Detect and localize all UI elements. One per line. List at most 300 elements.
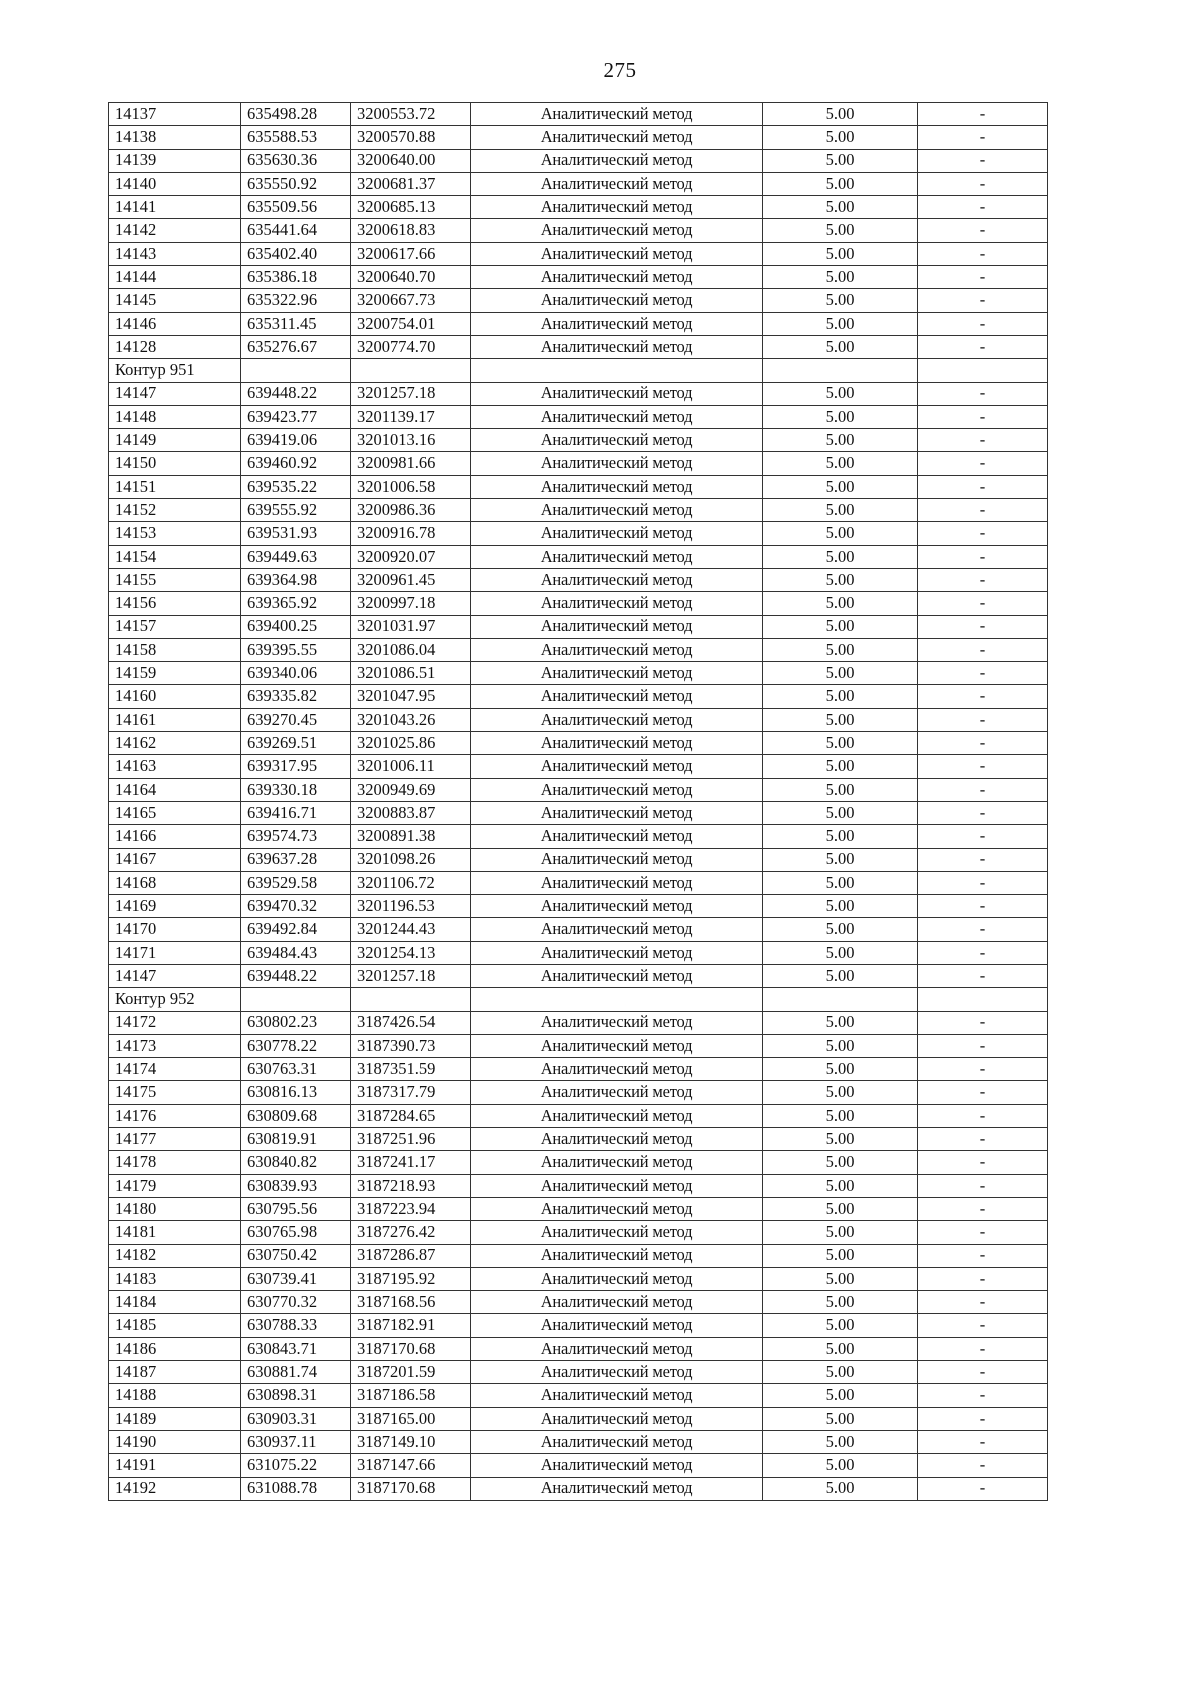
contour-header-row — [109, 359, 1048, 382]
table-row — [109, 522, 1048, 545]
error-cell: 5.00 — [763, 1081, 918, 1104]
method-cell: Аналитический метод — [471, 1011, 763, 1034]
note-cell: - — [918, 1104, 1048, 1127]
error-cell: 5.00 — [763, 1337, 918, 1360]
method-cell: Аналитический метод — [471, 1151, 763, 1174]
x-coordinate-cell: 639574.73 — [241, 825, 351, 848]
error-cell: 5.00 — [763, 1104, 918, 1127]
point-id-cell: 14184 — [109, 1291, 241, 1314]
y-coordinate-cell: 3187165.00 — [351, 1407, 471, 1430]
table-row — [109, 1197, 1048, 1220]
point-id-cell: 14138 — [109, 126, 241, 149]
y-coordinate-cell: 3187201.59 — [351, 1361, 471, 1384]
x-coordinate-cell: 639449.63 — [241, 545, 351, 568]
method-cell: Аналитический метод — [471, 615, 763, 638]
x-coordinate-cell: 635311.45 — [241, 312, 351, 335]
y-coordinate-cell: 3187223.94 — [351, 1197, 471, 1220]
error-cell: 5.00 — [763, 149, 918, 172]
note-cell: - — [918, 405, 1048, 428]
point-id-cell: 14128 — [109, 335, 241, 358]
method-cell: Аналитический метод — [471, 568, 763, 591]
point-id-cell: 14152 — [109, 499, 241, 522]
note-cell: - — [918, 1454, 1048, 1477]
error-cell: 5.00 — [763, 545, 918, 568]
error-cell: 5.00 — [763, 475, 918, 498]
point-id-cell: 14156 — [109, 592, 241, 615]
error-cell: 5.00 — [763, 1267, 918, 1290]
table-row — [109, 382, 1048, 405]
note-cell: - — [918, 662, 1048, 685]
method-cell: Аналитический метод — [471, 1291, 763, 1314]
note-cell: - — [918, 242, 1048, 265]
note-cell: - — [918, 499, 1048, 522]
table-row — [109, 871, 1048, 894]
note-cell: - — [918, 964, 1048, 987]
error-cell: 5.00 — [763, 405, 918, 428]
method-cell: Аналитический метод — [471, 1384, 763, 1407]
x-coordinate-cell: 639340.06 — [241, 662, 351, 685]
point-id-cell: 14190 — [109, 1430, 241, 1453]
table-row — [109, 499, 1048, 522]
y-coordinate-cell: 3200774.70 — [351, 335, 471, 358]
method-cell: Аналитический метод — [471, 1407, 763, 1430]
y-coordinate-cell: 3187218.93 — [351, 1174, 471, 1197]
y-coordinate-cell: 3200981.66 — [351, 452, 471, 475]
table-row — [109, 778, 1048, 801]
note-cell: - — [918, 918, 1048, 941]
point-id-cell: 14185 — [109, 1314, 241, 1337]
x-coordinate-cell: 631075.22 — [241, 1454, 351, 1477]
table-row — [109, 1430, 1048, 1453]
y-coordinate-cell: 3187149.10 — [351, 1430, 471, 1453]
x-coordinate-cell: 639416.71 — [241, 801, 351, 824]
method-cell — [471, 988, 763, 1011]
x-coordinate-cell — [241, 359, 351, 382]
x-coordinate-cell: 635509.56 — [241, 196, 351, 219]
y-coordinate-cell: 3201257.18 — [351, 382, 471, 405]
x-coordinate-cell: 630840.82 — [241, 1151, 351, 1174]
x-coordinate-cell: 639535.22 — [241, 475, 351, 498]
note-cell: - — [918, 382, 1048, 405]
method-cell: Аналитический метод — [471, 312, 763, 335]
table-row — [109, 289, 1048, 312]
table-row — [109, 1034, 1048, 1057]
table-row — [109, 568, 1048, 591]
y-coordinate-cell: 3187170.68 — [351, 1337, 471, 1360]
x-coordinate-cell: 630809.68 — [241, 1104, 351, 1127]
method-cell: Аналитический метод — [471, 1430, 763, 1453]
error-cell: 5.00 — [763, 1407, 918, 1430]
table-row — [109, 1291, 1048, 1314]
y-coordinate-cell: 3200667.73 — [351, 289, 471, 312]
y-coordinate-cell: 3187390.73 — [351, 1034, 471, 1057]
error-cell: 5.00 — [763, 452, 918, 475]
note-cell: - — [918, 1128, 1048, 1151]
table-row — [109, 592, 1048, 615]
x-coordinate-cell: 639448.22 — [241, 382, 351, 405]
note-cell: - — [918, 1407, 1048, 1430]
note-cell: - — [918, 1267, 1048, 1290]
x-coordinate-cell: 635550.92 — [241, 172, 351, 195]
error-cell: 5.00 — [763, 289, 918, 312]
error-cell: 5.00 — [763, 1058, 918, 1081]
error-cell: 5.00 — [763, 242, 918, 265]
table-row — [109, 708, 1048, 731]
y-coordinate-cell: 3187426.54 — [351, 1011, 471, 1034]
y-coordinate-cell: 3200570.88 — [351, 126, 471, 149]
y-coordinate-cell: 3201244.43 — [351, 918, 471, 941]
table-row — [109, 103, 1048, 126]
point-id-cell: 14166 — [109, 825, 241, 848]
point-id-cell: 14145 — [109, 289, 241, 312]
note-cell: - — [918, 732, 1048, 755]
x-coordinate-cell: 630819.91 — [241, 1128, 351, 1151]
y-coordinate-cell: 3200754.01 — [351, 312, 471, 335]
x-coordinate-cell: 639400.25 — [241, 615, 351, 638]
x-coordinate-cell: 630750.42 — [241, 1244, 351, 1267]
y-coordinate-cell: 3200891.38 — [351, 825, 471, 848]
method-cell: Аналитический метод — [471, 1104, 763, 1127]
method-cell: Аналитический метод — [471, 382, 763, 405]
method-cell: Аналитический метод — [471, 732, 763, 755]
method-cell: Аналитический метод — [471, 662, 763, 685]
note-cell: - — [918, 895, 1048, 918]
note-cell: - — [918, 1430, 1048, 1453]
method-cell: Аналитический метод — [471, 475, 763, 498]
point-id-cell: 14150 — [109, 452, 241, 475]
note-cell: - — [918, 126, 1048, 149]
table-row — [109, 452, 1048, 475]
table-row — [109, 1174, 1048, 1197]
y-coordinate-cell: 3201025.86 — [351, 732, 471, 755]
method-cell: Аналитический метод — [471, 1128, 763, 1151]
x-coordinate-cell: 639484.43 — [241, 941, 351, 964]
method-cell: Аналитический метод — [471, 1314, 763, 1337]
point-id-cell: 14181 — [109, 1221, 241, 1244]
error-cell: 5.00 — [763, 1034, 918, 1057]
method-cell: Аналитический метод — [471, 545, 763, 568]
point-id-cell: 14140 — [109, 172, 241, 195]
method-cell: Аналитический метод — [471, 219, 763, 242]
x-coordinate-cell: 630795.56 — [241, 1197, 351, 1220]
error-cell: 5.00 — [763, 1454, 918, 1477]
table-row — [109, 1128, 1048, 1151]
error-cell: 5.00 — [763, 1244, 918, 1267]
error-cell: 5.00 — [763, 1197, 918, 1220]
x-coordinate-cell: 639555.92 — [241, 499, 351, 522]
error-cell: 5.00 — [763, 219, 918, 242]
note-cell: - — [918, 1197, 1048, 1220]
method-cell — [471, 359, 763, 382]
error-cell: 5.00 — [763, 312, 918, 335]
method-cell: Аналитический метод — [471, 242, 763, 265]
point-id-cell: 14149 — [109, 429, 241, 452]
y-coordinate-cell: 3200685.13 — [351, 196, 471, 219]
note-cell: - — [918, 1174, 1048, 1197]
y-coordinate-cell: 3200640.00 — [351, 149, 471, 172]
error-cell: 5.00 — [763, 382, 918, 405]
x-coordinate-cell: 630763.31 — [241, 1058, 351, 1081]
note-cell: - — [918, 1384, 1048, 1407]
point-id-cell: 14172 — [109, 1011, 241, 1034]
y-coordinate-cell: 3200681.37 — [351, 172, 471, 195]
y-coordinate-cell: 3200916.78 — [351, 522, 471, 545]
x-coordinate-cell: 635322.96 — [241, 289, 351, 312]
y-coordinate-cell: 3187251.96 — [351, 1128, 471, 1151]
error-cell: 5.00 — [763, 172, 918, 195]
note-cell: - — [918, 615, 1048, 638]
point-id-cell: 14170 — [109, 918, 241, 941]
table-row — [109, 1384, 1048, 1407]
error-cell: 5.00 — [763, 848, 918, 871]
point-id-cell: 14137 — [109, 103, 241, 126]
note-cell: - — [918, 312, 1048, 335]
x-coordinate-cell: 639269.51 — [241, 732, 351, 755]
note-cell: - — [918, 545, 1048, 568]
y-coordinate-cell: 3201043.26 — [351, 708, 471, 731]
table-row — [109, 1267, 1048, 1290]
y-coordinate-cell: 3200640.70 — [351, 266, 471, 289]
point-id-cell: 14165 — [109, 801, 241, 824]
table-row — [109, 895, 1048, 918]
method-cell: Аналитический метод — [471, 825, 763, 848]
method-cell: Аналитический метод — [471, 708, 763, 731]
error-cell: 5.00 — [763, 103, 918, 126]
method-cell: Аналитический метод — [471, 1197, 763, 1220]
x-coordinate-cell: 639637.28 — [241, 848, 351, 871]
method-cell: Аналитический метод — [471, 1081, 763, 1104]
method-cell: Аналитический метод — [471, 918, 763, 941]
error-cell: 5.00 — [763, 1221, 918, 1244]
note-cell: - — [918, 266, 1048, 289]
note-cell: - — [918, 941, 1048, 964]
method-cell: Аналитический метод — [471, 778, 763, 801]
note-cell: - — [918, 335, 1048, 358]
table-row — [109, 1104, 1048, 1127]
table-row — [109, 149, 1048, 172]
point-id-cell: 14158 — [109, 638, 241, 661]
method-cell: Аналитический метод — [471, 755, 763, 778]
y-coordinate-cell: 3200986.36 — [351, 499, 471, 522]
method-cell: Аналитический метод — [471, 801, 763, 824]
method-cell: Аналитический метод — [471, 335, 763, 358]
table-row — [109, 801, 1048, 824]
y-coordinate-cell: 3187195.92 — [351, 1267, 471, 1290]
x-coordinate-cell: 630770.32 — [241, 1291, 351, 1314]
x-coordinate-cell: 639330.18 — [241, 778, 351, 801]
table-row — [109, 1081, 1048, 1104]
point-id-cell: 14183 — [109, 1267, 241, 1290]
x-coordinate-cell: 635630.36 — [241, 149, 351, 172]
error-cell: 5.00 — [763, 685, 918, 708]
point-id-cell: 14189 — [109, 1407, 241, 1430]
y-coordinate-cell: 3200920.07 — [351, 545, 471, 568]
x-coordinate-cell: 635498.28 — [241, 103, 351, 126]
x-coordinate-cell: 639365.92 — [241, 592, 351, 615]
table-row — [109, 172, 1048, 195]
point-id-cell: 14142 — [109, 219, 241, 242]
error-cell: 5.00 — [763, 1011, 918, 1034]
note-cell: - — [918, 848, 1048, 871]
table-row — [109, 126, 1048, 149]
error-cell: 5.00 — [763, 871, 918, 894]
table-row — [109, 918, 1048, 941]
point-id-cell: 14179 — [109, 1174, 241, 1197]
x-coordinate-cell: 639270.45 — [241, 708, 351, 731]
y-coordinate-cell: 3187241.17 — [351, 1151, 471, 1174]
method-cell: Аналитический метод — [471, 103, 763, 126]
x-coordinate-cell: 630778.22 — [241, 1034, 351, 1057]
x-coordinate-cell: 630802.23 — [241, 1011, 351, 1034]
table-row — [109, 1337, 1048, 1360]
note-cell: - — [918, 289, 1048, 312]
note-cell: - — [918, 871, 1048, 894]
error-cell: 5.00 — [763, 755, 918, 778]
error-cell: 5.00 — [763, 1151, 918, 1174]
x-coordinate-cell: 630903.31 — [241, 1407, 351, 1430]
y-coordinate-cell: 3187147.66 — [351, 1454, 471, 1477]
method-cell: Аналитический метод — [471, 638, 763, 661]
error-cell: 5.00 — [763, 825, 918, 848]
method-cell: Аналитический метод — [471, 499, 763, 522]
y-coordinate-cell: 3200949.69 — [351, 778, 471, 801]
error-cell — [763, 988, 918, 1011]
x-coordinate-cell: 639419.06 — [241, 429, 351, 452]
x-coordinate-cell: 639529.58 — [241, 871, 351, 894]
method-cell: Аналитический метод — [471, 1477, 763, 1500]
error-cell: 5.00 — [763, 732, 918, 755]
y-coordinate-cell — [351, 359, 471, 382]
y-coordinate-cell: 3200883.87 — [351, 801, 471, 824]
x-coordinate-cell: 630839.93 — [241, 1174, 351, 1197]
table-row — [109, 1361, 1048, 1384]
note-cell: - — [918, 1361, 1048, 1384]
note-cell: - — [918, 1081, 1048, 1104]
point-id-cell: 14192 — [109, 1477, 241, 1500]
point-id-cell: 14171 — [109, 941, 241, 964]
coordinates-table-body — [109, 103, 1048, 1501]
note-cell — [918, 359, 1048, 382]
point-id-cell: 14168 — [109, 871, 241, 894]
note-cell: - — [918, 708, 1048, 731]
x-coordinate-cell: 630816.13 — [241, 1081, 351, 1104]
y-coordinate-cell: 3201031.97 — [351, 615, 471, 638]
note-cell: - — [918, 429, 1048, 452]
table-row — [109, 219, 1048, 242]
note-cell: - — [918, 1151, 1048, 1174]
y-coordinate-cell: 3200997.18 — [351, 592, 471, 615]
point-id-cell: 14139 — [109, 149, 241, 172]
y-coordinate-cell: 3200617.66 — [351, 242, 471, 265]
table-row — [109, 429, 1048, 452]
note-cell: - — [918, 1477, 1048, 1500]
point-id-cell: 14143 — [109, 242, 241, 265]
point-id-cell: 14151 — [109, 475, 241, 498]
method-cell: Аналитический метод — [471, 848, 763, 871]
table-row — [109, 964, 1048, 987]
point-id-cell: 14160 — [109, 685, 241, 708]
point-id-cell: 14177 — [109, 1128, 241, 1151]
point-id-cell: 14146 — [109, 312, 241, 335]
error-cell: 5.00 — [763, 592, 918, 615]
point-id-cell: 14141 — [109, 196, 241, 219]
x-coordinate-cell: 639423.77 — [241, 405, 351, 428]
note-cell: - — [918, 522, 1048, 545]
point-id-cell: 14180 — [109, 1197, 241, 1220]
y-coordinate-cell: 3187351.59 — [351, 1058, 471, 1081]
table-row — [109, 1058, 1048, 1081]
error-cell: 5.00 — [763, 429, 918, 452]
error-cell: 5.00 — [763, 918, 918, 941]
x-coordinate-cell: 630765.98 — [241, 1221, 351, 1244]
error-cell: 5.00 — [763, 568, 918, 591]
point-id-cell: 14155 — [109, 568, 241, 591]
method-cell: Аналитический метод — [471, 964, 763, 987]
note-cell: - — [918, 1011, 1048, 1034]
point-id-cell: 14154 — [109, 545, 241, 568]
error-cell: 5.00 — [763, 1174, 918, 1197]
x-coordinate-cell: 639470.32 — [241, 895, 351, 918]
y-coordinate-cell: 3187170.68 — [351, 1477, 471, 1500]
y-coordinate-cell: 3201047.95 — [351, 685, 471, 708]
error-cell: 5.00 — [763, 1384, 918, 1407]
x-coordinate-cell — [241, 988, 351, 1011]
error-cell: 5.00 — [763, 662, 918, 685]
y-coordinate-cell: 3200553.72 — [351, 103, 471, 126]
x-coordinate-cell: 630898.31 — [241, 1384, 351, 1407]
table-row — [109, 662, 1048, 685]
note-cell: - — [918, 452, 1048, 475]
method-cell: Аналитический метод — [471, 1058, 763, 1081]
table-row — [109, 242, 1048, 265]
method-cell: Аналитический метод — [471, 429, 763, 452]
error-cell: 5.00 — [763, 778, 918, 801]
y-coordinate-cell: 3201106.72 — [351, 871, 471, 894]
point-id-cell: 14167 — [109, 848, 241, 871]
note-cell: - — [918, 568, 1048, 591]
note-cell: - — [918, 778, 1048, 801]
method-cell: Аналитический метод — [471, 1454, 763, 1477]
y-coordinate-cell: 3187182.91 — [351, 1314, 471, 1337]
table-row — [109, 545, 1048, 568]
note-cell: - — [918, 196, 1048, 219]
error-cell: 5.00 — [763, 1314, 918, 1337]
point-id-cell: 14164 — [109, 778, 241, 801]
table-row — [109, 266, 1048, 289]
note-cell: - — [918, 638, 1048, 661]
table-row — [109, 941, 1048, 964]
y-coordinate-cell: 3201139.17 — [351, 405, 471, 428]
x-coordinate-cell: 630843.71 — [241, 1337, 351, 1360]
y-coordinate-cell: 3201254.13 — [351, 941, 471, 964]
error-cell: 5.00 — [763, 615, 918, 638]
y-coordinate-cell: 3201013.16 — [351, 429, 471, 452]
error-cell: 5.00 — [763, 1430, 918, 1453]
error-cell: 5.00 — [763, 499, 918, 522]
y-coordinate-cell: 3201006.58 — [351, 475, 471, 498]
point-id-cell: 14188 — [109, 1384, 241, 1407]
error-cell: 5.00 — [763, 638, 918, 661]
y-coordinate-cell: 3187276.42 — [351, 1221, 471, 1244]
error-cell: 5.00 — [763, 1291, 918, 1314]
method-cell: Аналитический метод — [471, 1244, 763, 1267]
method-cell: Аналитический метод — [471, 1337, 763, 1360]
table-row — [109, 755, 1048, 778]
error-cell — [763, 359, 918, 382]
y-coordinate-cell: 3201006.11 — [351, 755, 471, 778]
error-cell: 5.00 — [763, 126, 918, 149]
y-coordinate-cell: 3200618.83 — [351, 219, 471, 242]
